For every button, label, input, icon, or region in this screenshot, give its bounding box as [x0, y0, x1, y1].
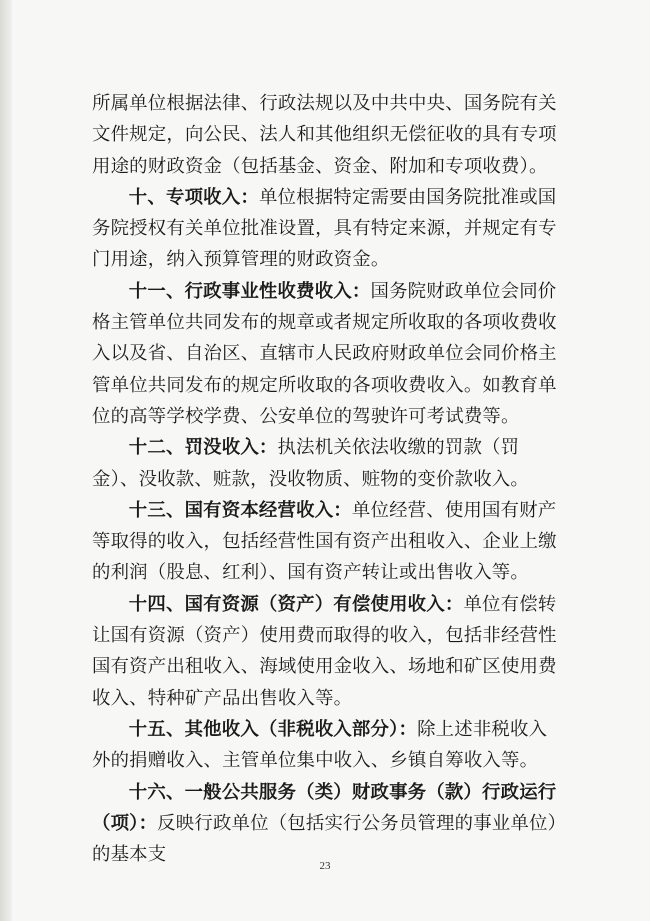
paragraph-term: 十一、行政事业性收费收入： [128, 280, 371, 302]
paragraph-text: 反映行政单位（包括实行公务员管理的事业单位）的基本支 [92, 812, 557, 866]
paragraph-text: 国务院财政单位会同价格主管单位共同发布的规章或者规定所收取的各项收费收入以及省、自治区、直辖市人民政府财政单位会同价格主管单位共同发布的规定所收取的各项收费收入。如教育单位的高等学校学费、公安单位的驾驶许可考试费等。 [92, 280, 557, 427]
paragraph-text: 执法机关依法收缴的罚款（罚金）、没收款、赃款，没收物质、赃物的变价款收入。 [92, 437, 529, 490]
paragraph-other-revenue [92, 714, 562, 777]
paragraph-text: 单位有偿转让国有资源（资产）使用费而取得的收入，包括非经营性国有资产出租收入、海域使用金收入、场地和矿区使用费收入、特种矿产品出售收入等。 [92, 593, 557, 709]
paragraph-term: 十二、罚没收入： [128, 437, 278, 459]
paragraph-term: 十六、一般公共服务（类）财政事务（款）行政运行（项）： [92, 781, 557, 834]
paragraph-text: 除上述非税收入外的捐赠收入、主管单位集中收入、乡镇自筹收入等。 [92, 718, 548, 772]
paragraph-state-resources-revenue [92, 589, 562, 714]
paragraph-special-revenue [92, 182, 562, 276]
paragraph-public-services-operation [92, 777, 562, 871]
page-number: 23 [319, 860, 331, 872]
paragraph-term: 十五、其他收入（非税收入部分）： [128, 718, 418, 740]
paragraph-fines-confiscations [92, 432, 562, 495]
paragraph-text: 单位根据特定需要由国务院批准或国务院授权有关单位批准设置，具有特定来源，并规定有专门用途，纳入预算管理的财政资金。 [92, 186, 557, 271]
paragraph-text: 所属单位根据法律、行政法规以及中共中央、国务院有关文件规定，向公民、法人和其他组织无偿征收的具有专项用途的财政资金（包括基金、资金、附加和专项收费）。 [92, 93, 557, 177]
paragraph-administrative-fees [92, 276, 562, 432]
scan-edge [0, 0, 12, 921]
paragraph-term: 十、专项收入： [128, 186, 259, 208]
paragraph-term: 十四、国有资源（资产）有偿使用收入： [128, 593, 464, 615]
paragraph-text: 单位经营、使用国有财产等取得的收入，包括经营性国有资产出租收入、企业上缴的利润（股息、红利）、国有资产转让或出售收入等。 [92, 499, 557, 584]
paragraph-continuation [92, 88, 562, 182]
paragraph-term: 十三、国有资本经营收入： [128, 499, 352, 521]
paragraph-state-capital-revenue [92, 495, 562, 589]
document-body [92, 88, 562, 870]
